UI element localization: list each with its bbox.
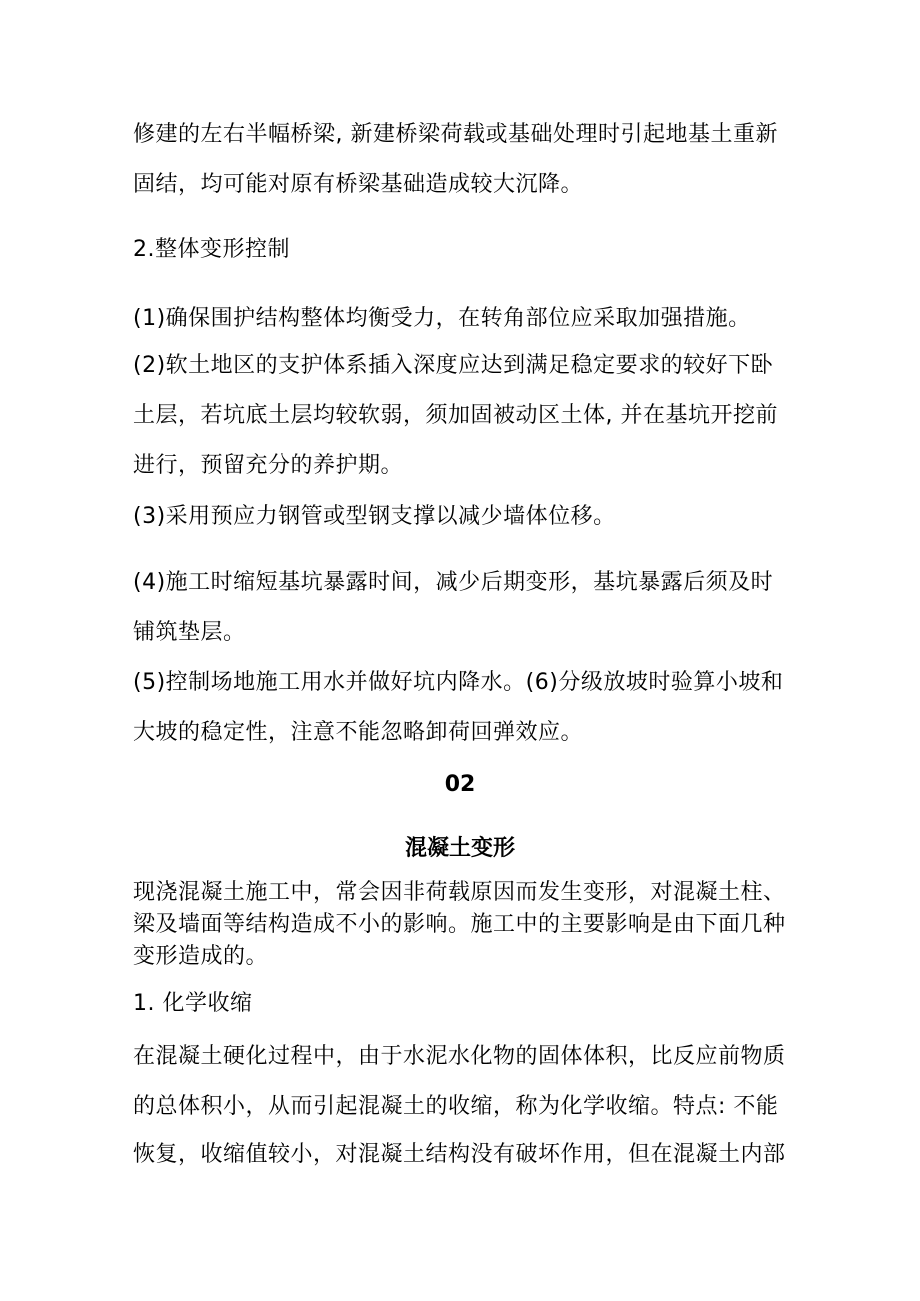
list-item-continuation: 进行，预留充分的养护期。 [133,453,404,478]
list-item-continuation: 大坡的稳定性，注意不能忽略卸荷回弹效应。 [133,720,584,745]
section-title: 2.整体变形控制 [133,237,290,262]
list-item: (3)采用预应力钢管或型钢支撑以减少墙体位移。 [133,504,616,529]
section-heading: 混凝土变形 [404,836,515,861]
list-item: (1)确保围护结构整体均衡受力，在转角部位应采取加强措施。 [133,306,751,331]
subsection-title: 1. 化学收缩 [133,991,253,1016]
paragraph-line: 恢复，收缩值较小，对混凝土结构没有破坏作用，但在混凝土内部 [133,1142,786,1167]
paragraph-line: 梁及墙面等结构造成不小的影响。施工中的主要影响是由下面几种 [133,912,786,937]
paragraph-line: 现浇混凝土施工中，常会因非荷载原因而发生变形，对混凝土柱、 [133,880,786,905]
list-item-continuation: 铺筑垫层。 [133,620,246,645]
paragraph-line: 的总体积小，从而引起混凝土的收缩，称为化学收缩。特点: 不能 [133,1094,779,1119]
paragraph-line: 固结，均可能对原有桥梁基础造成较大沉降。 [133,172,584,197]
section-number: 02 [444,772,476,797]
paragraph-line: 在混凝土硬化过程中，由于水泥水化物的固体体积，比反应前物质 [133,1044,786,1069]
list-item: (5)控制场地施工用水并做好坑内降水。(6)分级放坡时验算小坡和 [133,670,784,695]
list-item: (2)软土地区的支护体系插入深度应达到满足稳定要求的较好下卧 [133,353,774,378]
list-item: (4)施工时缩短基坑暴露时间，减少后期变形，基坑暴露后须及时 [133,570,774,595]
paragraph-line: 修建的左右半幅桥梁, 新建桥梁荷载或基础处理时引起地基土重新 [133,122,778,147]
paragraph-line: 变形造成的。 [133,944,269,969]
list-item-continuation: 土层，若坑底土层均较软弱，须加固被动区土体, 并在基坑开挖前 [133,403,778,428]
